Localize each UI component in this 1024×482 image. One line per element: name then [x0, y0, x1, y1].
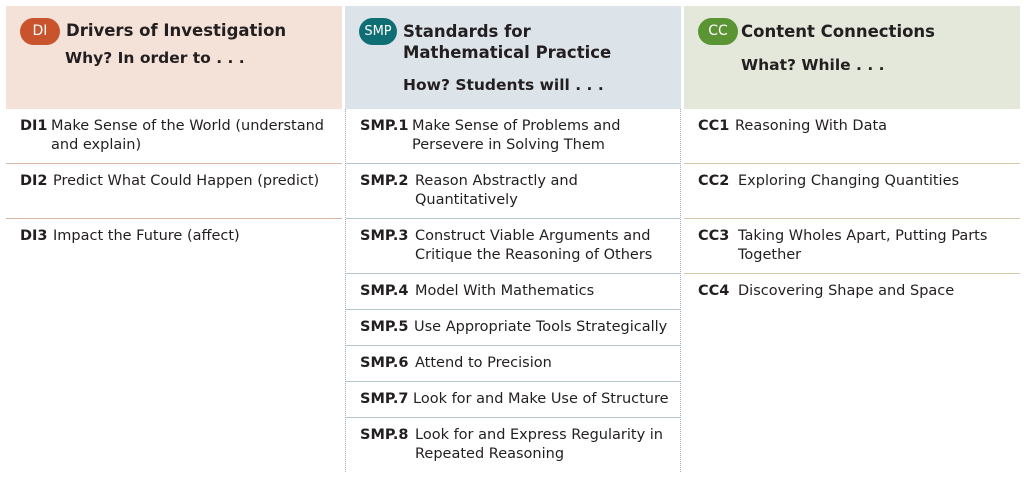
smp-item — [346, 418, 680, 472]
cc-subtitle: What? While . . . — [741, 56, 885, 74]
smp-item-text: Model With Mathematics — [415, 283, 595, 299]
di-item-code: DI1 — [20, 118, 48, 134]
di-item — [6, 109, 342, 164]
smp-item — [346, 219, 680, 274]
cc-item-code: CC2 — [698, 173, 730, 189]
smp-item-text: Construct Viable Arguments and Critique the Reasoning of Others — [415, 228, 653, 263]
smp-item — [346, 382, 680, 418]
smp-item-text: Reason Abstractly and Quantitatively — [415, 173, 578, 208]
smp-column — [345, 6, 681, 472]
cc-column — [684, 6, 1020, 310]
cc-header — [684, 6, 1020, 109]
di-item-text: Make Sense of the World (understand and explain) — [51, 118, 325, 153]
di-list — [6, 109, 342, 274]
smp-item-text: Attend to Precision — [415, 355, 552, 371]
cc-item — [684, 219, 1020, 274]
di-item-text: Impact the Future (affect) — [53, 228, 240, 244]
smp-item — [346, 109, 680, 164]
smp-item-code: SMP.8 — [360, 427, 409, 443]
cc-item-text: Reasoning With Data — [735, 118, 888, 134]
cc-item-code: CC1 — [698, 118, 730, 134]
smp-item-code: SMP.3 — [360, 228, 409, 244]
cc-item — [684, 274, 1020, 310]
cc-item-text: Taking Wholes Apart, Putting Parts Together — [738, 228, 988, 263]
smp-item — [346, 274, 680, 310]
cc-item-text: Discovering Shape and Space — [738, 283, 955, 299]
smp-item — [346, 310, 680, 346]
cc-list — [684, 109, 1020, 310]
smp-item — [346, 346, 680, 382]
smp-item-text: Look for and Express Regularity in Repeated Reasoning — [415, 427, 663, 462]
smp-item-code: SMP.2 — [360, 173, 409, 189]
di-subtitle: Why? In order to . . . — [65, 49, 245, 67]
di-item-code: DI2 — [20, 173, 48, 189]
smp-item-text: Use Appropriate Tools Strategically — [414, 319, 668, 335]
di-item-code: DI3 — [20, 228, 48, 244]
di-column — [6, 6, 342, 274]
smp-title-line2: Mathematical Practice — [403, 43, 612, 62]
smp-header — [345, 6, 681, 109]
cc-item-code: CC4 — [698, 283, 730, 299]
smp-item-text: Look for and Make Use of Structure — [413, 391, 669, 407]
smp-item-code: SMP.1 — [360, 118, 409, 134]
cc-item-code: CC3 — [698, 228, 730, 244]
smp-title — [403, 21, 611, 63]
cc-item — [684, 164, 1020, 219]
smp-subtitle: How? Students will . . . — [403, 76, 604, 94]
di-badge: DI — [20, 18, 60, 45]
smp-item-code: SMP.6 — [360, 355, 409, 371]
di-title: Drivers of Investigation — [66, 21, 287, 40]
smp-item-code: SMP.5 — [360, 319, 409, 335]
cc-title: Content Connections — [741, 22, 936, 41]
di-item — [6, 219, 342, 274]
smp-title-line1: Standards for — [403, 22, 531, 41]
smp-item-code: SMP.7 — [360, 391, 409, 407]
di-item-text: Predict What Could Happen (predict) — [53, 173, 320, 189]
di-header — [6, 6, 342, 109]
smp-item-text: Make Sense of Problems and Persevere in Solving Them — [412, 118, 621, 153]
smp-item-code: SMP.4 — [360, 283, 409, 299]
smp-list — [345, 109, 681, 472]
cc-item-text: Exploring Changing Quantities — [738, 173, 960, 189]
smp-badge: SMP — [359, 18, 397, 45]
smp-item — [346, 164, 680, 219]
cc-item — [684, 109, 1020, 164]
di-item — [6, 164, 342, 219]
cc-badge: CC — [698, 18, 738, 45]
